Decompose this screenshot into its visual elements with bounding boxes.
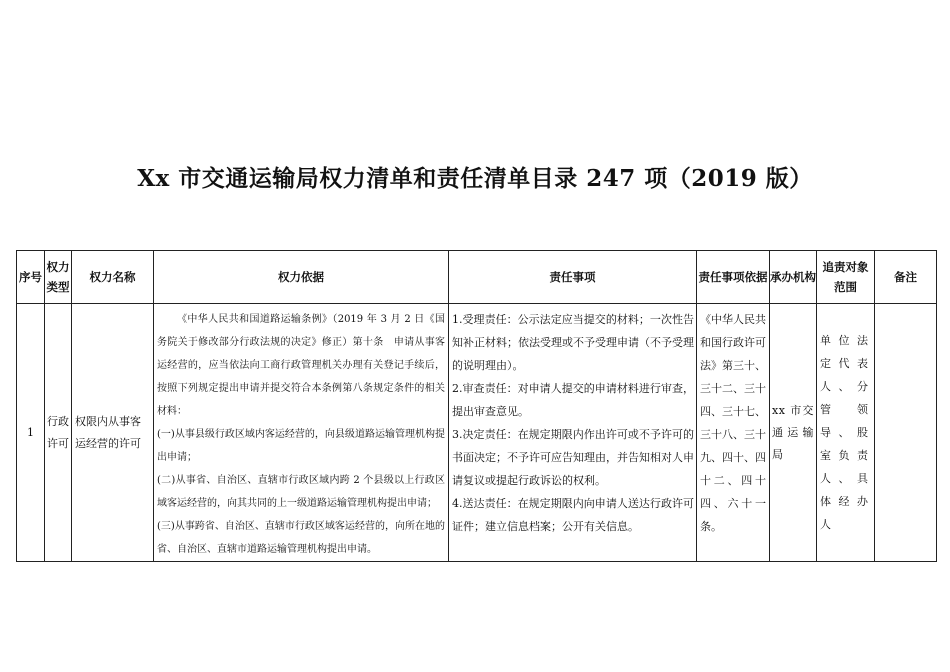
cell-power-basis bbox=[154, 304, 449, 562]
basis-paragraph: (一)从事县级行政区域内客运经营的，向县级道路运输管理机构提出申请； bbox=[157, 429, 445, 463]
basis-paragraph: 《中华人民共和国道路运输条例》（2019 年 3 月 2 日《国务院关于修改部分行政法规的决定》修正）第十条 申请从事客运经营的，应当依法向工商行政管理机关办理有关登记手续后，按照下列规定提出申请并提交符合本条例第八条规定条件的相关材料： bbox=[157, 314, 445, 417]
duty-item: 3.决定责任：在规定期限内作出许可或不予许可的书面决定；不予许可应告知理由，并告知相对人申请复议或提起行政诉讼的权利。 bbox=[452, 428, 694, 487]
duty-item: 4.送达责任：在规定期限内向申请人送达行政许可证件；建立信息档案；公开有关信息。 bbox=[452, 497, 694, 533]
header-target: 追责对象范围 bbox=[817, 251, 875, 304]
cell-power-name: 权限内从事客运经营的许可 bbox=[72, 304, 154, 562]
duty-item: 2.审查责任：对申请人提交的申请材料进行审查，提出审查意见。 bbox=[452, 382, 694, 418]
header-seq: 序号 bbox=[17, 251, 45, 304]
basis-paragraph: (三)从事跨省、自治区、直辖市行政区域客运经营的，向所在地的省、自治区、直辖市道路运输管理机构提出申请。 bbox=[157, 521, 445, 555]
cell-seq: 1 bbox=[17, 304, 45, 562]
cell-org: xx 市交通运输局 bbox=[770, 304, 817, 562]
cell-note bbox=[875, 304, 937, 562]
cell-duty-basis: 《中华人民共和国行政许可法》第三十、三十二、三十四、三十七、三十八、三十九、四十、四十二、四十四、六十一条。 bbox=[697, 304, 770, 562]
header-basis: 权力依据 bbox=[154, 251, 449, 304]
basis-paragraph: (二)从事省、自治区、直辖市行政区域内跨 2 个县级以上行政区域客运经营的，向其共同的上一级道路运输管理机构提出申请； bbox=[157, 475, 445, 509]
table-row bbox=[17, 304, 937, 562]
header-duty: 责任事项 bbox=[449, 251, 697, 304]
header-name: 权力名称 bbox=[72, 251, 154, 304]
header-org: 承办机构 bbox=[770, 251, 817, 304]
duty-item: 1.受理责任：公示法定应当提交的材料；一次性告知补正材料；依法受理或不予受理申请（不予受理的说明理由）。 bbox=[452, 313, 694, 372]
header-note: 备注 bbox=[875, 251, 937, 304]
cell-target: 单位法定代表人、分管领导、股室负责人、具体经办人 bbox=[817, 304, 875, 562]
page-title: Xx 市交通运输局权力清单和责任清单目录 247 项（2019 版） bbox=[137, 165, 813, 192]
table-header-row bbox=[17, 251, 937, 304]
header-type: 权力类型 bbox=[45, 251, 72, 304]
header-duty-basis: 责任事项依据 bbox=[697, 251, 770, 304]
cell-duty bbox=[449, 304, 697, 562]
power-list-table bbox=[16, 250, 937, 562]
cell-type: 行政许可 bbox=[45, 304, 72, 562]
